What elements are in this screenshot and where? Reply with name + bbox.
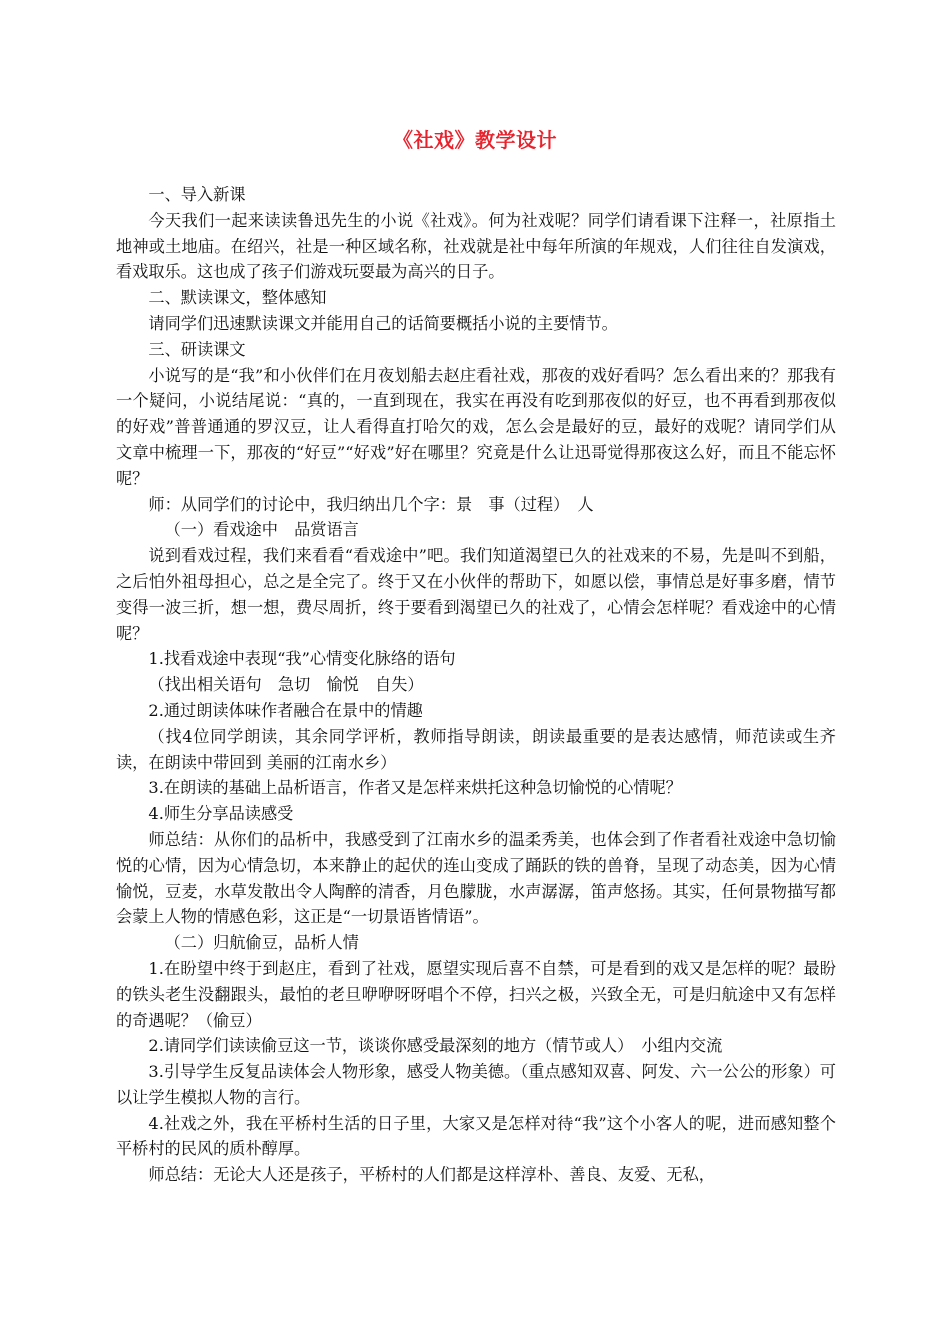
list-item: 2.通过朗读体味作者融合在景中的情趣	[148, 700, 423, 720]
list-item: 4.社戏之外，我在平桥村生活的日子里，大家又是怎样对待“我”这个小客人的呢，进而感知整个平桥村的民风的质朴醇厚。	[116, 1113, 836, 1159]
paragraph: 小说写的是“我”和小伙伴们在月夜划船去赵庄看社戏，那夜的戏好看吗？怎么看出来的？那我有一个疑问，小说结尾说：“真的，一直到现在，我实在再没有吃到那夜似的好豆，也不再看到那夜似的好戏”普普通通的罗汉豆，让人看得直打哈欠的戏，怎么会是最好的豆，最好的戏呢？请同学们从文章中梳理一下，那夜的“好豆”“好戏”好在哪里？究竟是什么让迅哥觉得那夜这么好，而且不能忘怀呢？	[116, 365, 836, 488]
subheading-1: （一）看戏途中 品赏语言	[164, 520, 359, 540]
document-title: 《社戏》教学设计	[393, 128, 557, 152]
document-body	[116, 182, 836, 1188]
subheading-2: （二）归航偷豆，品析人情	[164, 933, 359, 953]
list-item: 3.引导学生反复品读体会人物形象，感受人物美德。（重点感知双喜、阿发、六一公公的形象）可以让学生模拟人物的言行。	[116, 1062, 836, 1107]
list-item: 1.在盼望中终于到赵庄，看到了社戏，愿望实现后喜不自禁，可是看到的戏又是怎样的呢？最盼的铁头老生没翻跟头，最怕的老旦咿咿呀呀唱个不停，扫兴之极，兴致全无，可是归航途中又有怎样的奇遇呢？（偷豆）	[116, 958, 836, 1030]
list-item-note: （找4位同学朗读，其余同学评析，教师指导朗读，朗读最重要的是表达感情，师范读或生齐读，在朗读中带回到 美丽的江南水乡）	[116, 726, 836, 772]
paragraph: 师：从同学们的讨论中，我归纳出几个字：景 事（过程） 人	[148, 494, 594, 514]
list-item: 2.请同学们读读偷豆这一节，谈谈你感受最深刻的地方（情节或人） 小组内交流	[148, 1036, 723, 1056]
paragraph: 说到看戏过程，我们来看看“看戏途中”吧。我们知道渴望已久的社戏来的不易，先是叫不到船，之后怕外祖母担心，总之是全完了。终于又在小伙伴的帮助下，如愿以偿，事情总是好事多磨，情节变得一波三折，想一想，费尽周折，终于要看到渴望已久的社戏了，心情会怎样呢？看戏途中的心情呢？	[116, 546, 836, 643]
list-item-note: （找出相关语句 急切 愉悦 自失）	[148, 675, 424, 695]
paragraph: 请同学们迅速默读课文并能用自己的话简要概括小说的主要情节。	[148, 313, 618, 333]
list-item: 3.在朗读的基础上品析语言，作者又是怎样来烘托这种急切愉悦的心情呢？	[148, 778, 682, 798]
heading-3: 三、研读课文	[148, 339, 246, 359]
paragraph: 师总结：从你们的品析中，我感受到了江南水乡的温柔秀美，也体会到了作者看社戏途中急切愉悦的心情，因为心情急切，本来静止的起伏的连山变成了踊跃的铁的兽脊，呈现了动态美，因为心情愉悦，豆麦，水草发散出令人陶醉的清香，月色朦胧，水声潺潺，笛声悠扬。其实，任何景物描写都会蒙上人物的情感色彩，这正是“一切景语皆情语”。	[116, 829, 836, 927]
paragraph: 师总结：无论大人还是孩子，平桥村的人们都是这样淳朴、善良、友爱、无私，	[148, 1165, 715, 1185]
list-item: 1.找看戏途中表现“我”心情变化脉络的语句	[148, 649, 456, 669]
paragraph: 今天我们一起来读读鲁迅先生的小说《社戏》。何为社戏呢？同学们请看课下注释一，社原指土地神或土地庙。在绍兴，社是一种区域名称，社戏就是社中每年所演的年规戏，人们往往自发演戏，看戏取乐。这也成了孩子们游戏玩耍最为高兴的日子。	[116, 210, 836, 282]
list-item: 4.师生分享品读感受	[148, 804, 294, 824]
heading-2: 二、默读课文，整体感知	[148, 288, 327, 308]
heading-1: 一、导入新课	[148, 185, 246, 204]
